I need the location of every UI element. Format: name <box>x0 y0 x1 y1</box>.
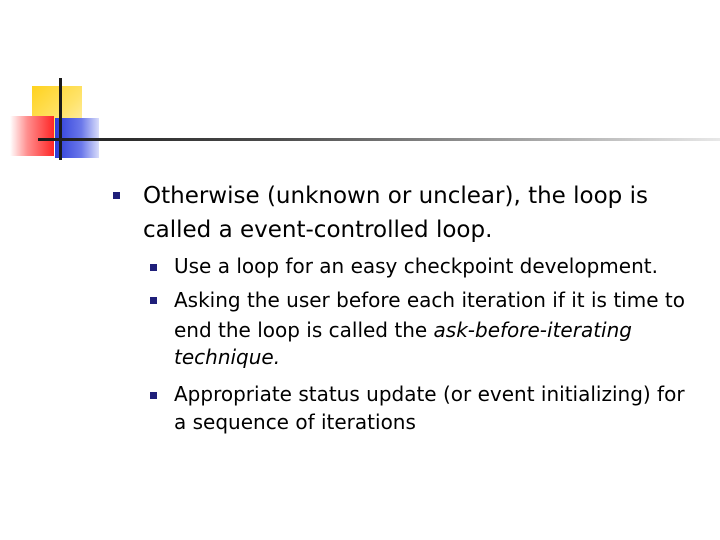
slide-logo <box>0 0 720 170</box>
sub-bullet-3-line-1: Appropriate status update (or event initializing) for <box>174 382 685 406</box>
vertical-rule-decoration <box>59 78 62 160</box>
sub-bullet-2-line-3 <box>174 344 280 370</box>
sub-bullet-2-line-2 <box>174 317 632 343</box>
sub-bullet-square-icon <box>150 264 157 271</box>
sub-bullet-2-line-1: Asking the user before each iteration if it is time to <box>174 288 685 312</box>
sub-bullet-2-line-2-text: end the loop is called the <box>174 318 434 342</box>
sub-bullet-3-line-2: a sequence of iterations <box>174 410 416 434</box>
main-bullet-line-2: called a event-controlled loop. <box>143 217 493 243</box>
bullet-square-icon <box>113 192 120 199</box>
sub-bullet-square-icon <box>150 297 157 304</box>
sub-bullet-square-icon <box>150 392 157 399</box>
title-underline-rule <box>38 138 720 141</box>
red-square-decoration <box>10 116 54 156</box>
sub-bullet-2-italic-term: ask-before-iterating <box>433 318 632 342</box>
sub-bullet-1-line-1: Use a loop for an easy checkpoint development. <box>174 254 658 278</box>
sub-bullet-2-italic-technique: technique. <box>174 345 281 369</box>
main-bullet-line-1: Otherwise (unknown or unclear), the loop is <box>143 183 648 209</box>
